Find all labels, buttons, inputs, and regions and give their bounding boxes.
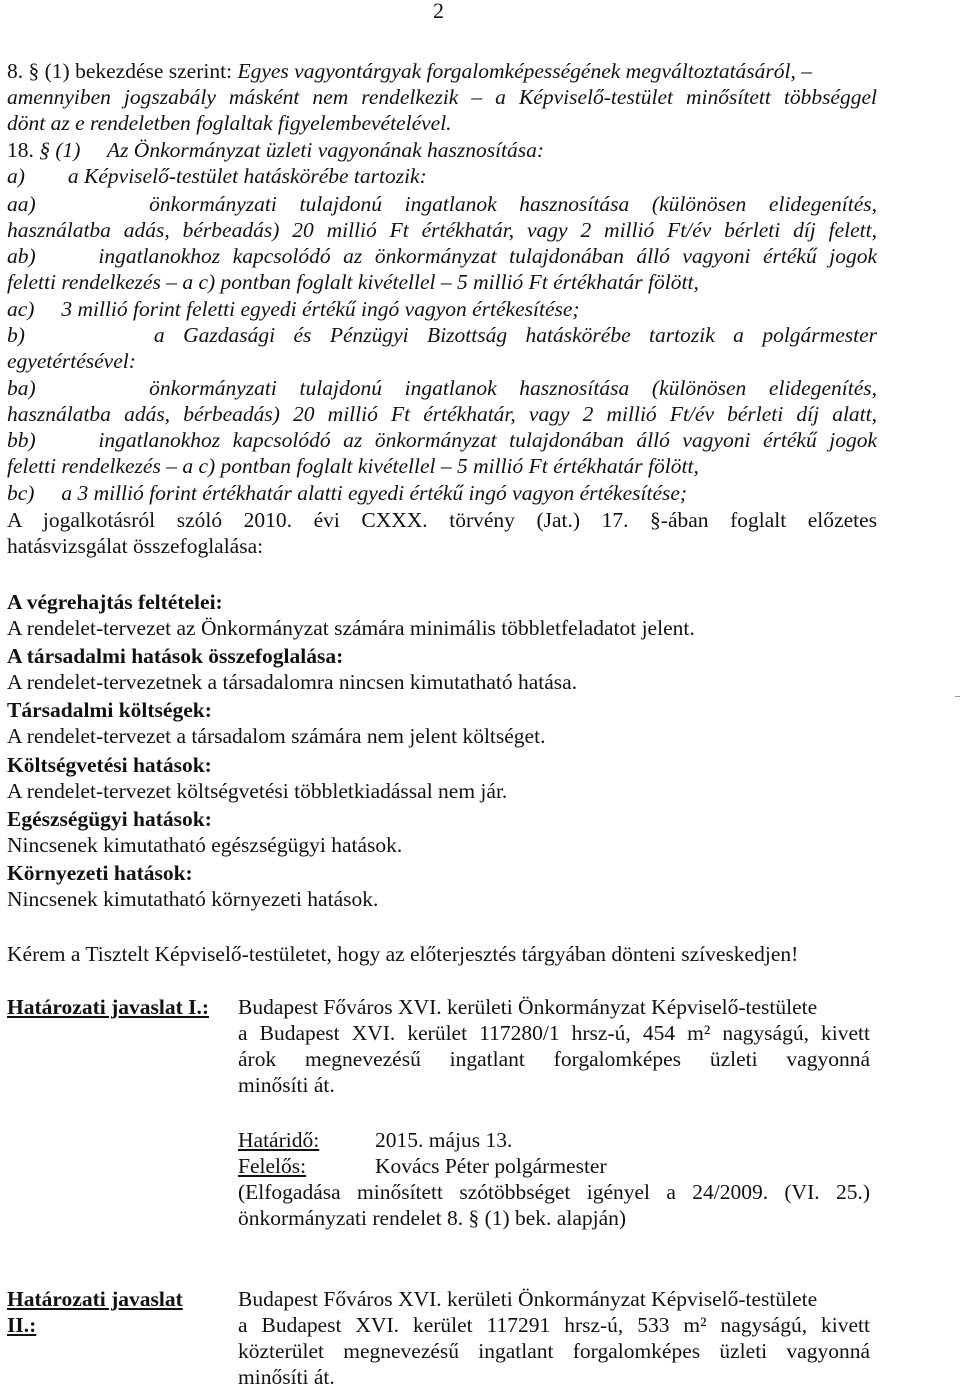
impact-heading-execution: A végrehajtás feltételei:	[7, 590, 223, 614]
impact-text-environment: Nincsenek kimutatható környezeti hatások.	[7, 887, 379, 911]
impact-text-social: A rendelet-tervezetnek a társadalomra nincsen kimutatható hatása.	[7, 670, 578, 694]
resolution-2-label-line-2: II.:	[7, 1313, 37, 1337]
point-aa-line-1: aa) önkormányzati tulajdonú ingatlanok hasznosítása (különösen elidegenítés,	[7, 192, 877, 216]
section-8-line-2: amennyiben jogszabály másként nem rendelkezik – a Képviselő-testület minősített többséggel	[7, 85, 877, 109]
impact-text-execution: A rendelet-tervezet az Önkormányzat számára minimális többletfeladatot jelent.	[7, 616, 695, 640]
point-ab-line-1: ab) ingatlanokhoz kapcsolódó az önkormányzat tulajdonában álló vagyoni értékű jogok	[7, 244, 877, 268]
section-18-line	[7, 137, 544, 163]
resolution-2-label-line-1: Határozati javaslat	[7, 1287, 183, 1311]
jat-line-1: A jogalkotásról szóló 2010. évi CXXX. törvény (Jat.) 17. §-ában foglalt előzetes	[7, 508, 877, 532]
resolution-1-line-1: Budapest Főváros XVI. kerületi Önkormányzat Képviselő-testülete	[238, 995, 818, 1019]
point-bc: bc) a 3 millió forint értékhatár alatti egyedi értékű ingó vagyon értékesítése;	[7, 481, 688, 505]
section-8-prefix: 8. § (1) bekezdése szerint:	[7, 59, 238, 83]
responsible-value: Kovács Péter polgármester	[375, 1154, 607, 1178]
point-bb-line-2: feletti rendelkezés – a c) pontban foglalt kivétellel – 5 millió Ft értékhatár fölött,	[7, 454, 699, 478]
impact-heading-social-costs: Társadalmi költségek:	[7, 698, 212, 722]
resolution-2-body	[238, 1286, 870, 1390]
impact-heading-budget: Költségvetési hatások:	[7, 753, 212, 777]
point-bb-line-1: bb) ingatlanokhoz kapcsolódó az önkormányzat tulajdonában álló vagyoni értékű jogok	[7, 428, 877, 452]
resolution-1-body	[238, 994, 870, 1098]
impact-text-budget: A rendelet-tervezet költségvetési többletkiadással nem jár.	[7, 779, 508, 803]
point-ba-line-2: használatba adás, bérbeadás) 20 millió Ft értékhatár, vagy 2 millió Ft/év bérleti díj alatt,	[7, 402, 877, 426]
point-aa-line-2: használatba adás, bérbeadás) 20 millió Ft értékhatár, vagy 2 millió Ft/év bérleti díj felett,	[7, 218, 877, 242]
request-line: Kérem a Tisztelt Képviselő-testületet, hogy az előterjesztés tárgyában dönteni szíveskedjen!	[7, 942, 799, 966]
resolution-2-line-2: a Budapest XVI. kerület 117291 hrsz-ú, 533 m² nagyságú, kivett	[238, 1313, 870, 1337]
impact-text-health: Nincsenek kimutatható egészségügyi hatások.	[7, 833, 403, 857]
point-a: a) a Képviselő-testület hatáskörébe tartozik:	[7, 164, 427, 188]
section-8-line-3: dönt az e rendeletben foglaltak figyelembevételével.	[7, 111, 452, 135]
point-ba-line-1: ba) önkormányzati tulajdonú ingatlanok hasznosítása (különösen elidegenítés,	[7, 376, 877, 400]
impact-heading-environment: Környezeti hatások:	[7, 861, 193, 885]
responsible-label: Felelős:	[238, 1154, 307, 1178]
resolution-1-label: Határozati javaslat I.:	[7, 995, 210, 1019]
impact-heading-health: Egészségügyi hatások:	[7, 807, 212, 831]
resolution-1-note-line-1: (Elfogadása minősített szótöbbséget igényel a 24/2009. (VI. 25.)	[238, 1180, 870, 1204]
point-b-line-1: b) a Gazdasági és Pénzügyi Bizottság hatáskörébe tartozik a polgármester	[7, 323, 877, 347]
resolution-1-line-3: árok megnevezésű ingatlant forgalomképes üzleti vagyonná	[238, 1047, 870, 1071]
resolution-1-note	[238, 1179, 870, 1231]
point-ab-line-2: feletti rendelkezés – a c) pontban foglalt kivétellel – 5 millió Ft értékhatár fölött,	[7, 270, 699, 294]
resolution-2-line-3: közterület megnevezésű ingatlant forgalomképes üzleti vagyonná	[238, 1339, 870, 1363]
jat-line-2: hatásvizsgálat összefoglalása:	[7, 534, 264, 558]
point-ac: ac) 3 millió forint feletti egyedi értékű ingó vagyon értékesítése;	[7, 297, 580, 321]
impact-text-social-costs: A rendelet-tervezet a társadalom számára nem jelent költséget.	[7, 724, 546, 748]
margin-mark	[955, 696, 960, 697]
resolution-2-line-4: minősíti át.	[238, 1365, 335, 1389]
impact-heading-social: A társadalmi hatások összefoglalása:	[7, 644, 344, 668]
section-18-title: § (1) Az Önkormányzat üzleti vagyonának hasznosítása:	[39, 138, 545, 162]
responsible-row	[238, 1153, 306, 1179]
section-8-line-1	[7, 58, 812, 84]
point-b-line-2: egyetértésével:	[7, 349, 136, 373]
resolution-1-line-2: a Budapest XVI. kerület 117280/1 hrsz-ú, 454 m² nagyságú, kivett	[238, 1021, 870, 1045]
deadline-row	[238, 1127, 319, 1153]
section-18-number: 18.	[7, 138, 40, 162]
resolution-1-note-line-2: önkormányzati rendelet 8. § (1) bek. alapján)	[238, 1206, 627, 1230]
deadline-value: 2015. május 13.	[375, 1128, 513, 1152]
section-8-title: Egyes vagyontárgyak forgalomképességének megváltoztatásáról, –	[237, 59, 813, 83]
resolution-2-line-1: Budapest Főváros XVI. kerületi Önkormányzat Képviselő-testülete	[238, 1287, 818, 1311]
resolution-1-line-4: minősíti át.	[238, 1073, 335, 1097]
deadline-label: Határidő:	[238, 1128, 320, 1152]
page-number: 2	[433, 0, 444, 23]
